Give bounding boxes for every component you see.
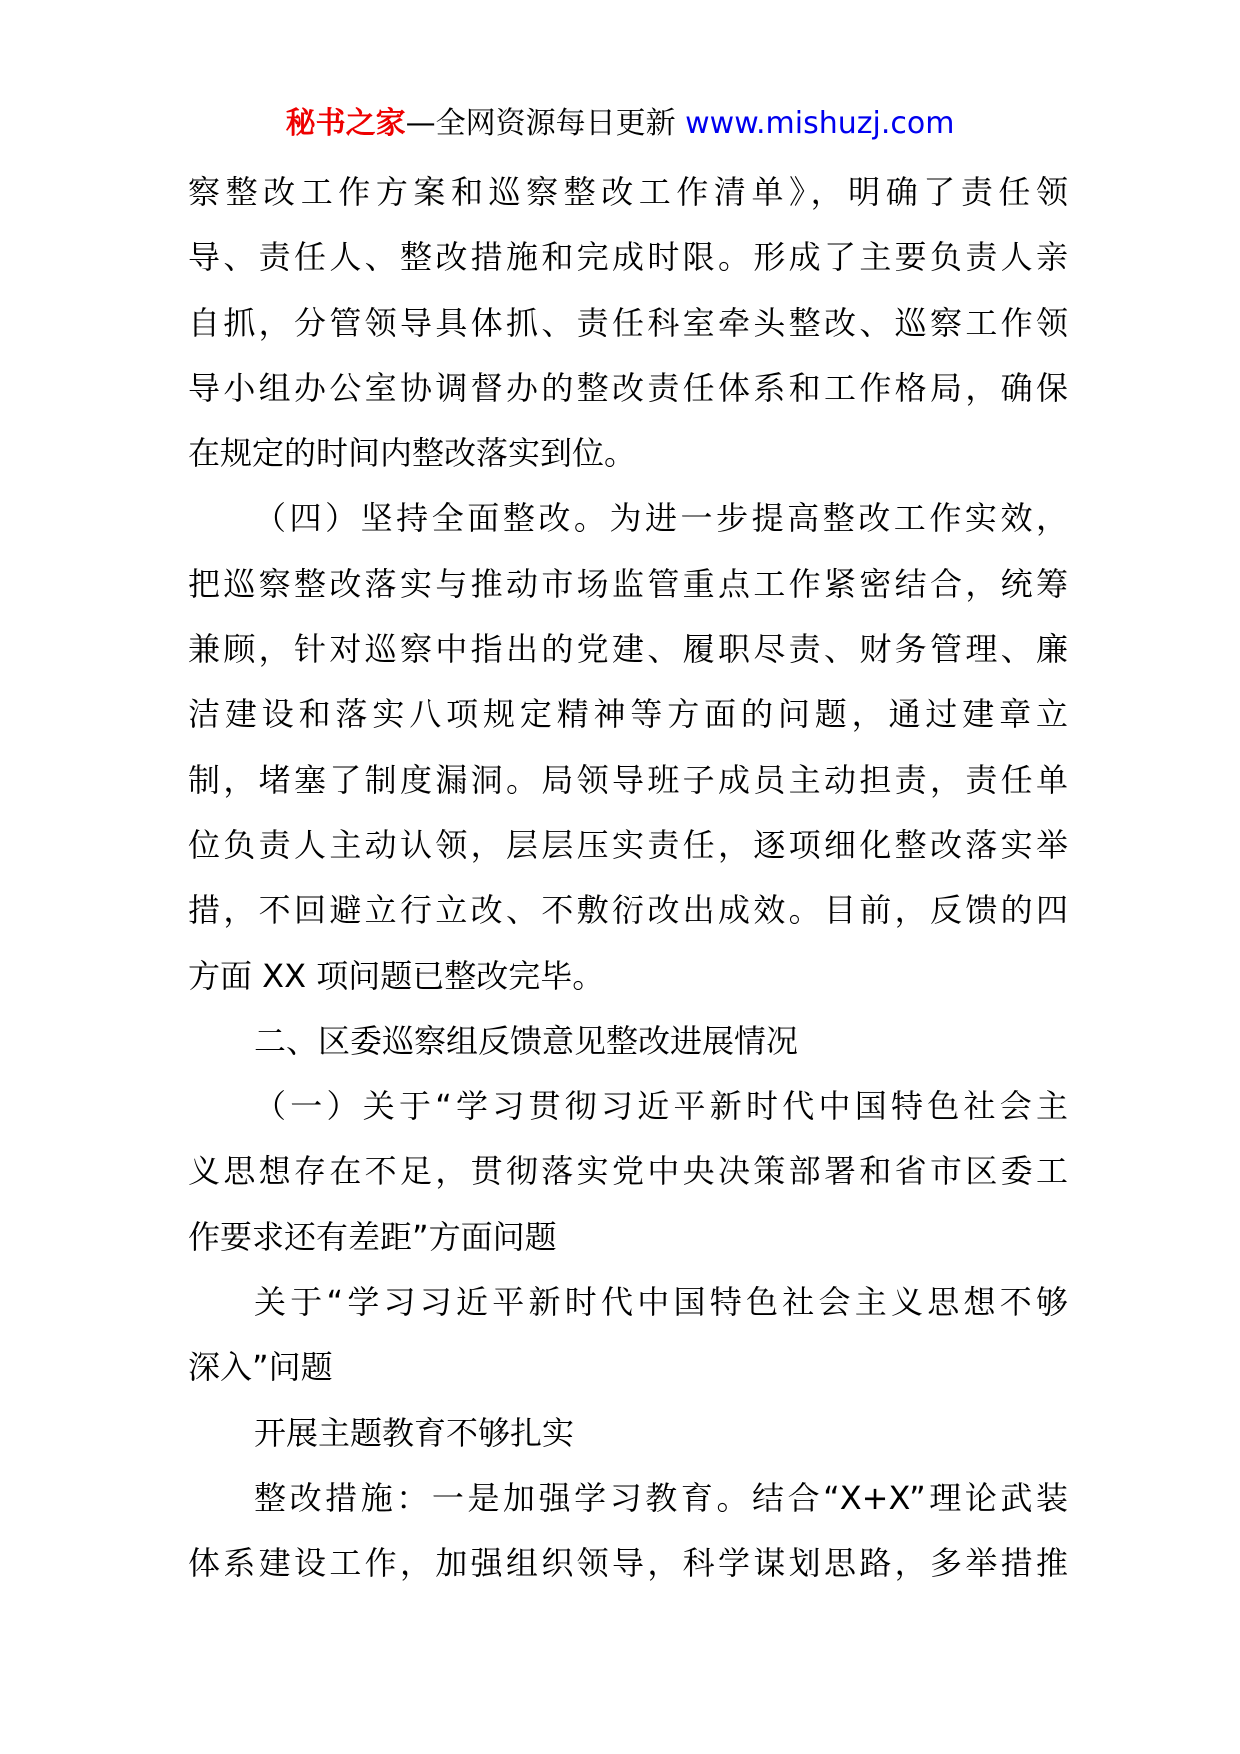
text-line: 兼顾，针对巡察中指出的党建、履职尽责、财务管理、廉 [188,630,1068,669]
text-line: 洁建设和落实八项规定精神等方面的问题，通过建章立 [188,695,1068,734]
text-line: 自抓，分管领导具体抓、责任科室牵头整改、巡察工作领 [188,303,1068,342]
site-header [0,98,1240,150]
text-line: 位负责人主动认领，层层压实责任，逐项细化整改落实举 [188,825,1068,864]
site-url-link[interactable]: www.mishuzj.com [685,106,955,141]
text-line: 把巡察整改落实与推动市场监管重点工作紧密结合，统筹 [188,564,1068,603]
text-line: 体系建设工作，加强组织领导，科学谋划思路，多举措推 [188,1544,1068,1583]
text-line: 在规定的时间内整改落实到位。 [188,434,637,473]
issue-subheading: 开展主题教育不够扎实 [254,1413,575,1452]
brand-name: 秘书之家 [285,106,406,141]
text-line: 导小组办公室协调督办的整改责任体系和工作格局，确保 [188,368,1068,407]
text-line: 方面 XX 项问题已整改完毕。 [188,956,605,995]
text-line: 措，不回避立行立改、不敷衍改出成效。目前，反馈的四 [188,891,1068,930]
text-line: 作要求还有差距”方面问题 [188,1217,557,1256]
header-tagline: —全网资源每日更新 [405,106,676,141]
text-line: 义思想存在不足，贯彻落实党中央决策部署和省市区委工 [188,1152,1068,1191]
text-line: 导、责任人、整改措施和完成时限。形成了主要负责人亲 [188,238,1068,277]
issue-heading: 关于“学习习近平新时代中国特色社会主义思想不够 [254,1283,1068,1322]
subsection-heading: （一）关于“学习贯彻习近平新时代中国特色社会主 [254,1087,1068,1126]
chapter-heading: 二、区委巡察组反馈意见整改进展情况 [254,1021,799,1060]
text-line: 制，堵塞了制度漏洞。局领导班子成员主动担责，责任单 [188,760,1068,799]
measures-paragraph: 整改措施：一是加强学习教育。结合“X+X”理论武装 [254,1478,1068,1517]
section-heading: （四）坚持全面整改。为进一步提高整改工作实效， [254,499,1068,538]
text-line: 深入”问题 [188,1348,333,1387]
text-line: 察整改工作方案和巡察整改工作清单》，明确了责任领 [188,173,1068,211]
document-body [188,160,1068,1597]
